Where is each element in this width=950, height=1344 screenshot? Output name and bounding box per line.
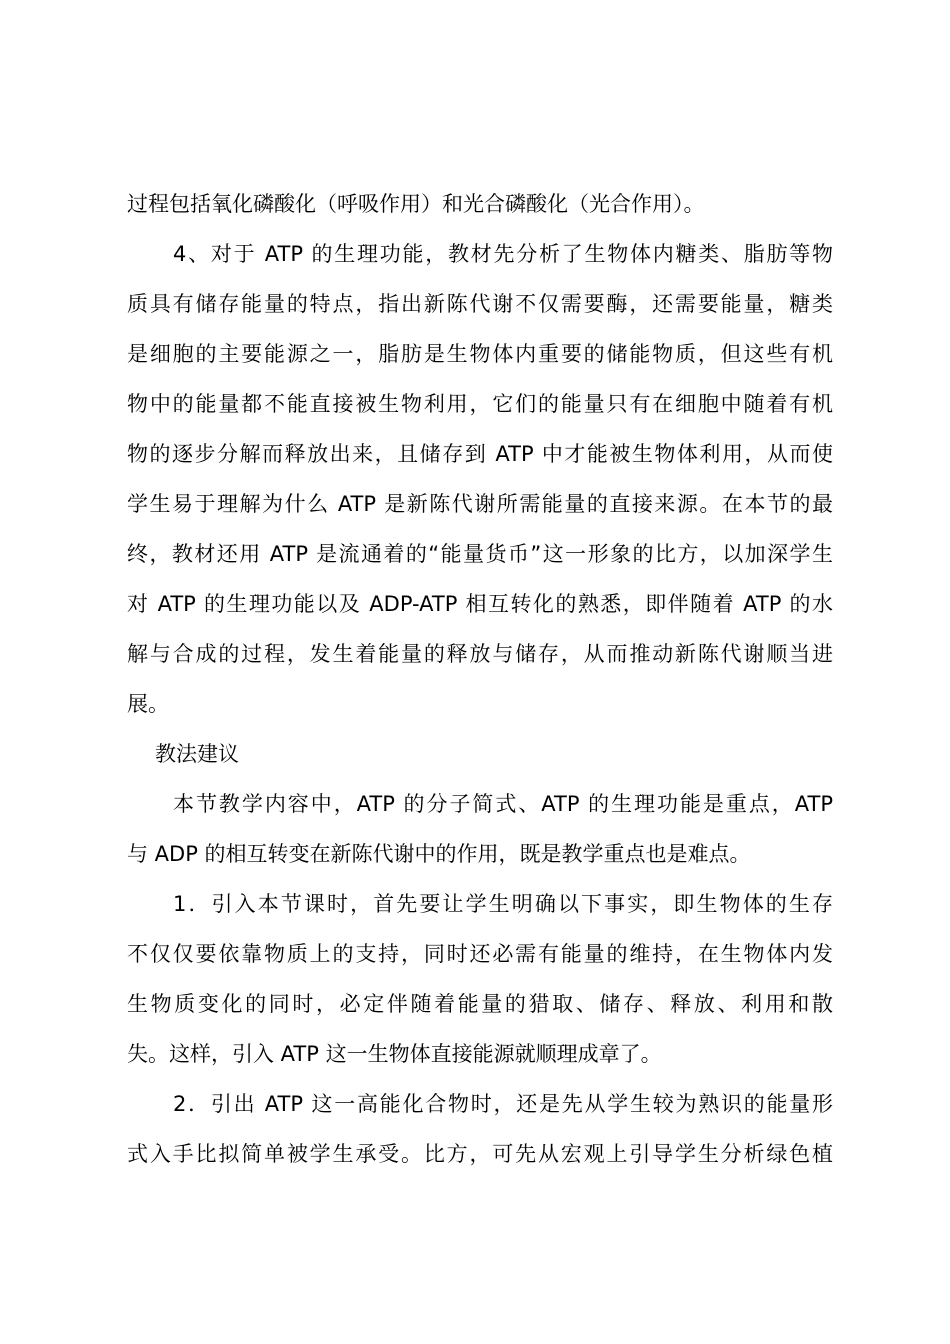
text-line: 式入手比拟简单被学生承受。比方，可先从宏观上引导学生分析绿色植 (127, 1142, 833, 1166)
text-line: 生物质变化的同时，必定伴随着能量的猎取、储存、释放、利用和散 (127, 992, 833, 1016)
text-line: 是细胞的主要能源之一，脂肪是生物体内重要的储能物质，但这些有机 (127, 342, 833, 366)
text-line: 物的逐步分解而释放出来，且储存到 ATP 中才能被生物体利用，从而使 (127, 442, 833, 466)
section-heading: 教法建议 (155, 742, 239, 766)
text-line: 不仅仅要依靠物质上的支持，同时还必需有能量的维持，在生物体内发 (127, 942, 833, 966)
paragraph-start-line: 4、对于 ATP 的生理功能，教材先分析了生物体内糖类、脂肪等物 (173, 242, 833, 266)
document-body (127, 179, 833, 1179)
text-line: 物中的能量都不能直接被生物利用，它们的能量只有在细胞中随着有机 (127, 392, 833, 416)
paragraph-start-line: 2．引出 ATP 这一高能化合物时，还是先从学生较为熟识的能量形 (173, 1092, 833, 1116)
text-line: 失。这样，引入 ATP 这一生物体直接能源就顺理成章了。 (127, 1042, 662, 1066)
paragraph-start-line: 本节教学内容中，ATP 的分子简式、ATP 的生理功能是重点，ATP (173, 792, 833, 816)
paragraph-start-line: 1．引入本节课时，首先要让学生明确以下事实，即生物体的生存 (173, 892, 833, 916)
text-line: 展。 (127, 692, 169, 716)
text-line: 解与合成的过程，发生着能量的释放与储存，从而推动新陈代谢顺当进 (127, 642, 833, 666)
text-line: 终，教材还用 ATP 是流通着的“能量货币”这一形象的比方，以加深学生 (127, 542, 833, 566)
text-line: 学生易于理解为什么 ATP 是新陈代谢所需能量的直接来源。在本节的最 (127, 492, 833, 516)
text-line: 过程包括氧化磷酸化（呼吸作用）和光合磷酸化（光合作用）。 (127, 192, 705, 216)
text-line: 与 ADP 的相互转变在新陈代谢中的作用，既是教学重点也是难点。 (127, 842, 751, 866)
text-line: 对 ATP 的生理功能以及 ADP-ATP 相互转化的熟悉，即伴随着 ATP 的水 (127, 592, 833, 616)
text-line: 质具有储存能量的特点，指出新陈代谢不仅需要酶，还需要能量，糖类 (127, 292, 833, 316)
